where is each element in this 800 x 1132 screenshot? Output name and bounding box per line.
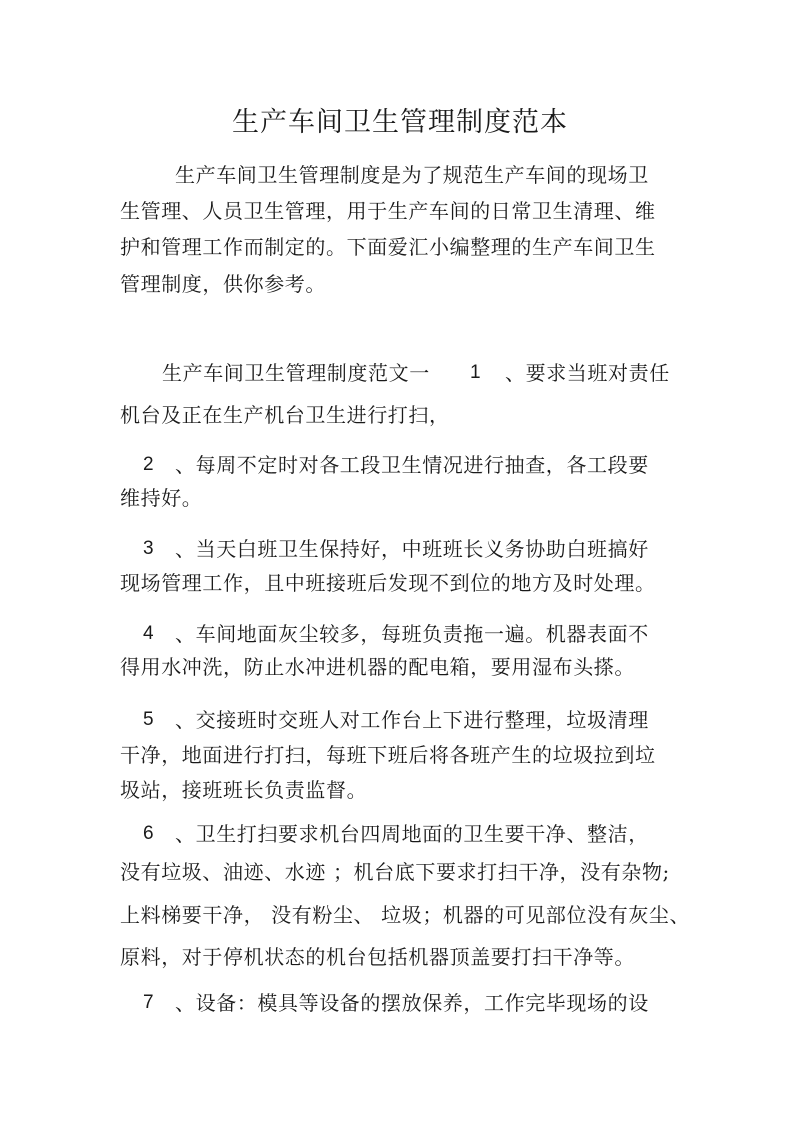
section-heading: 生产车间卫生管理制度范文一: [162, 361, 430, 385]
item-3-number: 3: [143, 538, 155, 559]
item-5-line-3: 圾站，接班班长负责监督。: [120, 778, 368, 802]
item-7-number: 7: [143, 992, 155, 1013]
item-5-number: 5: [143, 709, 155, 730]
item-5-line-1: 、交接班时交班人对工作台上下进行整理，垃圾清理: [175, 708, 649, 732]
item-2-line-2: 维持好。: [120, 486, 203, 510]
item-6-line-1: 、卫生打扫要求机台四周地面的卫生要干净、整洁，: [175, 822, 649, 846]
item-6-line-4: 原料，对于停机状态的机台包括机器顶盖要打扫干净等。: [120, 945, 635, 969]
intro-line-1: 生产车间卫生管理制度是为了规范生产车间的现场卫: [175, 163, 649, 187]
item-5-line-2: 干净，地面进行打扫，每班下班后将各班产生的垃圾拉到垃: [120, 743, 656, 767]
document-title: 生产车间卫生管理制度范本: [232, 107, 568, 138]
item-1-line-2: 机台及正在生产机台卫生进行打扫，: [120, 403, 450, 427]
item-6-line-3: 上料梯要干净， 没有粉尘、 垃圾；机器的可见部位没有灰尘、: [120, 903, 691, 927]
item-2-number: 2: [143, 454, 155, 475]
item-1-number: 1: [470, 362, 482, 383]
item-6-line-2: 没有垃圾、油迹、水迹 ；机台底下要求打扫干净，没有杂物;: [120, 860, 670, 884]
item-1-line-1: 、要求当班对责任: [505, 361, 670, 385]
item-7-line-1: 、设备：模具等设备的摆放保养，工作完毕现场的设: [175, 991, 649, 1015]
intro-line-4: 管理制度，供你参考。: [120, 272, 326, 296]
item-3-line-1: 、当天白班卫生保持好，中班班长义务协助白班搞好: [175, 537, 649, 561]
item-6-number: 6: [143, 823, 155, 844]
item-2-line-1: 、每周不定时对各工段卫生情况进行抽查，各工段要: [175, 453, 649, 477]
item-4-line-2: 得用水冲洗，防止水冲进机器的配电箱，要用湿布头搽。: [120, 655, 635, 679]
intro-line-3: 护和管理工作而制定的。下面爱汇小编整理的生产车间卫生: [120, 235, 656, 259]
item-4-number: 4: [143, 623, 155, 644]
intro-line-2: 生管理、人员卫生管理，用于生产车间的日常卫生清理、维: [120, 199, 656, 223]
item-3-line-2: 现场管理工作，且中班接班后发现不到位的地方及时处理。: [120, 571, 656, 595]
item-4-line-1: 、车间地面灰尘较多，每班负责拖一遍。机器表面不: [175, 622, 649, 646]
